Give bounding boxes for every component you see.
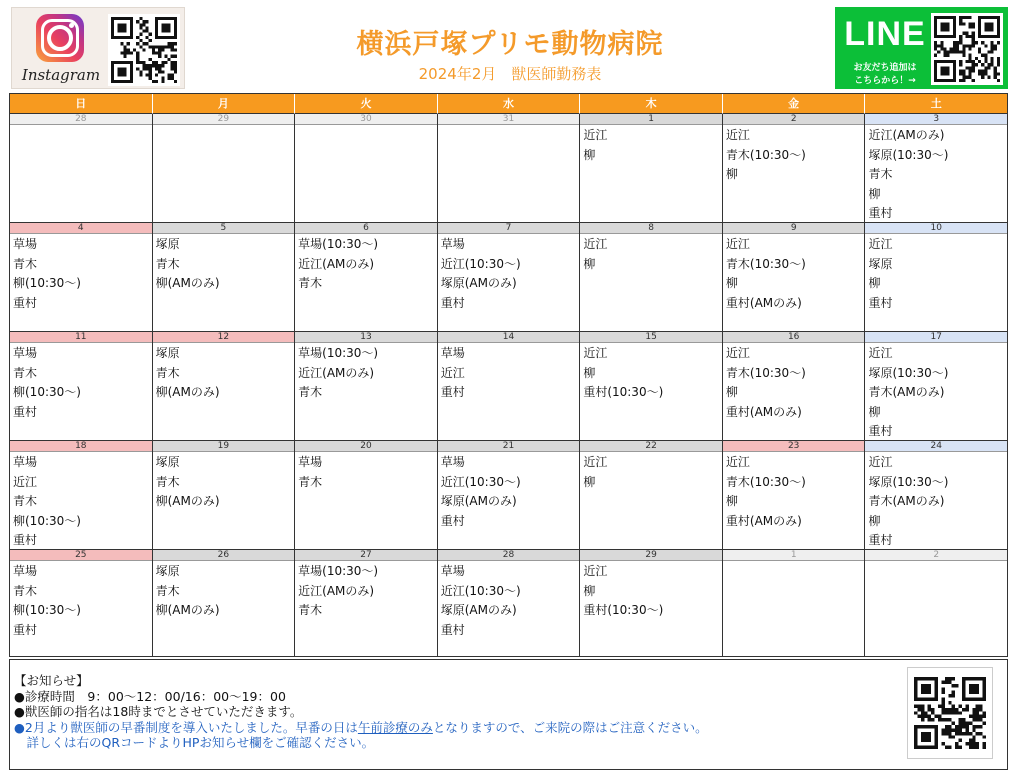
- staff-entry: 草場: [13, 346, 38, 360]
- staff-entry: 塚原(10:30～): [868, 474, 949, 489]
- staff-list: [10, 234, 152, 313]
- day-number: 25: [10, 550, 152, 561]
- staff-entry: 近江(10:30～): [440, 256, 521, 271]
- staff-entry: 重村: [13, 295, 38, 310]
- staff-entry: 青木: [155, 583, 180, 598]
- calendar-day-cell: [580, 332, 723, 441]
- staff-list: [865, 234, 1007, 313]
- day-number: 7: [438, 223, 580, 234]
- staff-list: [723, 343, 865, 422]
- day-number: 12: [153, 332, 295, 343]
- staff-entry: 青木(AMのみ): [868, 385, 945, 399]
- staff-entry: 青木: [298, 474, 323, 489]
- instagram-icon: [36, 14, 84, 62]
- staff-entry: 塚原(10:30～): [868, 365, 949, 380]
- day-number: 14: [438, 332, 580, 343]
- calendar-day-cell: [10, 332, 153, 441]
- staff-entry: 近江: [868, 455, 893, 469]
- staff-list: [10, 343, 152, 422]
- day-number: 1: [723, 550, 865, 561]
- calendar-day-cell: [723, 441, 866, 550]
- staff-list: [865, 452, 1007, 551]
- staff-entry: 青木: [298, 385, 323, 399]
- staff-list: [153, 234, 295, 294]
- staff-entry: 近江: [868, 237, 893, 251]
- staff-entry: 近江(AMのみ): [298, 256, 375, 271]
- calendar-day-cell: [295, 332, 438, 441]
- day-number: 3: [865, 114, 1007, 125]
- staff-list: [580, 343, 722, 403]
- staff-list: [153, 561, 295, 621]
- staff-entry: 草場(10:30～): [298, 564, 379, 578]
- day-number: 11: [10, 332, 152, 343]
- staff-entry: 重村(AMのみ): [725, 513, 802, 528]
- staff-entry: 塚原(AMのみ): [440, 603, 517, 617]
- staff-entry: 近江: [583, 128, 608, 142]
- calendar-day-cell: [723, 223, 866, 332]
- day-number: 15: [580, 332, 722, 343]
- staff-entry: 塚原: [155, 455, 180, 469]
- staff-entry: 近江(AMのみ): [298, 583, 375, 598]
- staff-entry: 草場: [440, 346, 465, 360]
- notice-details: 詳しくは右のQRコードよりHPお知らせ欄をご確認ください。: [14, 735, 375, 750]
- staff-entry: 青木(10:30～): [725, 365, 806, 380]
- calendar-day-cell: [723, 332, 866, 441]
- staff-entry: 近江(AMのみ): [298, 365, 375, 380]
- staff-entry: 草場: [13, 455, 38, 469]
- calendar-day-cell: [580, 114, 723, 223]
- calendar-day-cell: [865, 441, 1008, 550]
- calendar-day-cell: [295, 441, 438, 550]
- staff-list: [865, 561, 1007, 562]
- staff-entry: 重村: [440, 622, 465, 637]
- day-number: 21: [438, 441, 580, 452]
- staff-entry: 青木: [298, 276, 323, 290]
- page-title: 横浜戸塚プリモ動物病院: [356, 29, 664, 60]
- line-logo-label: LINE: [844, 15, 926, 53]
- calendar-day-cell: [865, 114, 1008, 223]
- day-number: 6: [295, 223, 437, 234]
- staff-entry: 柳(AMのみ): [155, 494, 220, 508]
- weekday-header: 木: [580, 94, 723, 114]
- day-number: 18: [10, 441, 152, 452]
- day-number: 4: [10, 223, 152, 234]
- day-number: 5: [153, 223, 295, 234]
- calendar-week-row: [10, 441, 1008, 550]
- staff-list: [295, 343, 437, 403]
- staff-entry: 柳: [868, 513, 881, 528]
- staff-entry: 重村: [440, 385, 465, 399]
- day-number: 29: [153, 114, 295, 125]
- notice-text: [14, 673, 708, 751]
- staff-list: [10, 125, 152, 126]
- staff-list: [153, 343, 295, 403]
- staff-entry: 柳: [868, 186, 881, 201]
- calendar-day-cell: [10, 441, 153, 550]
- instagram-label: Instagram: [21, 66, 101, 84]
- notice-early-pre: ●2月より獣医師の早番制度を導入いたしました。早番の日は: [14, 719, 358, 735]
- calendar-week-row: [10, 223, 1008, 332]
- staff-entry: 塚原(AMのみ): [440, 494, 517, 508]
- staff-entry: 重村: [13, 622, 38, 637]
- staff-entry: 塚原(AMのみ): [440, 276, 517, 290]
- schedule-calendar: [9, 93, 1008, 657]
- calendar-day-cell: [438, 441, 581, 550]
- staff-entry: 近江: [440, 365, 465, 380]
- staff-entry: 柳: [583, 583, 596, 598]
- page-subtitle: 2024年2月 獣医師勤務表: [418, 65, 602, 83]
- calendar-day-cell: [438, 332, 581, 441]
- staff-list: [723, 561, 865, 562]
- staff-list: [438, 343, 580, 403]
- staff-list: [865, 343, 1007, 442]
- weekday-header: 土: [865, 94, 1008, 114]
- day-number: 2: [865, 550, 1007, 561]
- staff-entry: 柳(10:30～): [13, 513, 81, 528]
- weekday-header-row: [10, 94, 1008, 114]
- weekday-header: 日: [10, 94, 153, 114]
- staff-entry: 草場: [440, 564, 465, 578]
- staff-entry: 柳: [583, 474, 596, 489]
- staff-list: [438, 452, 580, 531]
- staff-entry: 柳: [583, 147, 596, 162]
- staff-entry: 近江: [583, 346, 608, 360]
- staff-entry: 草場: [13, 237, 38, 251]
- instagram-qr-code-icon[interactable]: [108, 14, 180, 86]
- staff-entry: 重村: [868, 424, 893, 438]
- staff-entry: 柳: [583, 256, 596, 271]
- staff-entry: 柳: [725, 494, 738, 508]
- day-number: 27: [295, 550, 437, 561]
- staff-entry: 柳(AMのみ): [155, 385, 220, 399]
- day-number: 23: [723, 441, 865, 452]
- staff-entry: 重村(AMのみ): [725, 295, 802, 310]
- staff-entry: 重村: [868, 206, 893, 220]
- calendar-weeks: [10, 114, 1008, 657]
- staff-entry: 草場(10:30～): [298, 346, 379, 360]
- staff-entry: 柳: [583, 365, 596, 380]
- calendar-day-cell: [10, 223, 153, 332]
- day-number: 16: [723, 332, 865, 343]
- calendar-day-cell: [153, 114, 296, 223]
- day-number: 24: [865, 441, 1007, 452]
- line-note: こちらから！→: [854, 76, 916, 86]
- staff-entry: 近江: [583, 564, 608, 578]
- staff-entry: 青木: [13, 583, 38, 598]
- day-number: 17: [865, 332, 1007, 343]
- staff-entry: 柳: [868, 276, 881, 290]
- day-number: 29: [580, 550, 722, 561]
- staff-entry: 重村(10:30～): [583, 603, 664, 617]
- calendar-day-cell: [153, 441, 296, 550]
- calendar-day-cell: [153, 223, 296, 332]
- day-number: 10: [865, 223, 1007, 234]
- staff-entry: 青木: [13, 494, 38, 508]
- staff-entry: 青木: [155, 474, 180, 489]
- staff-list: [580, 125, 722, 165]
- staff-list: [153, 452, 295, 512]
- calendar-day-cell: [295, 223, 438, 332]
- calendar-day-cell: [295, 550, 438, 657]
- staff-entry: 柳: [725, 167, 738, 181]
- weekday-header: 月: [153, 94, 296, 114]
- staff-entry: 近江: [13, 474, 38, 489]
- staff-entry: 青木: [155, 365, 180, 380]
- notice-early-underline: 午前診療のみ: [357, 719, 433, 735]
- calendar-day-cell: [10, 550, 153, 657]
- calendar-day-cell: [580, 223, 723, 332]
- staff-entry: 草場(10:30～): [298, 237, 379, 251]
- staff-list: [438, 125, 580, 126]
- staff-list: [295, 452, 437, 492]
- staff-entry: 青木(AMのみ): [868, 494, 945, 508]
- calendar-day-cell: [865, 223, 1008, 332]
- day-number: 2: [723, 114, 865, 125]
- notice-heading: 【お知らせ】: [14, 673, 89, 688]
- staff-entry: 近江: [583, 455, 608, 469]
- homepage-qr-code-icon[interactable]: [907, 667, 993, 759]
- staff-list: [153, 125, 295, 126]
- staff-list: [723, 234, 865, 313]
- notice-panel: [9, 659, 1008, 770]
- weekday-header: 水: [438, 94, 581, 114]
- staff-entry: 塚原: [155, 564, 180, 578]
- staff-entry: 柳(AMのみ): [155, 276, 220, 290]
- staff-entry: 重村: [868, 533, 893, 547]
- staff-entry: 柳(10:30～): [13, 276, 81, 290]
- staff-entry: 塚原: [155, 237, 180, 251]
- weekday-header: 金: [723, 94, 866, 114]
- staff-entry: 重村: [13, 404, 38, 419]
- staff-list: [438, 561, 580, 640]
- staff-list: [295, 561, 437, 621]
- line-note: お友だち追加は: [853, 63, 917, 73]
- instagram-block[interactable]: [11, 7, 185, 89]
- staff-entry: 草場: [440, 455, 465, 469]
- staff-entry: 柳(10:30～): [13, 603, 81, 617]
- calendar-day-cell: [865, 550, 1008, 657]
- staff-entry: 青木: [155, 256, 180, 271]
- calendar-day-cell: [723, 114, 866, 223]
- calendar-day-cell: [438, 114, 581, 223]
- calendar-week-row: [10, 550, 1008, 657]
- staff-entry: 重村: [13, 533, 38, 547]
- day-number: 28: [438, 550, 580, 561]
- calendar-day-cell: [865, 332, 1008, 441]
- day-number: 13: [295, 332, 437, 343]
- staff-entry: 近江: [725, 128, 750, 142]
- staff-entry: 塚原: [155, 346, 180, 360]
- day-number: 31: [438, 114, 580, 125]
- staff-entry: 柳: [725, 385, 738, 399]
- staff-entry: 近江: [725, 455, 750, 469]
- staff-entry: 近江: [583, 237, 608, 251]
- staff-entry: 青木: [13, 256, 38, 271]
- staff-entry: 重村: [440, 295, 465, 310]
- day-number: 22: [580, 441, 722, 452]
- day-number: 8: [580, 223, 722, 234]
- staff-entry: 塚原(10:30～): [868, 147, 949, 162]
- staff-list: [438, 234, 580, 313]
- staff-list: [580, 561, 722, 621]
- staff-entry: 近江(AMのみ): [868, 128, 945, 142]
- staff-list: [295, 125, 437, 126]
- day-number: 26: [153, 550, 295, 561]
- day-number: 19: [153, 441, 295, 452]
- staff-entry: 草場: [13, 564, 38, 578]
- calendar-week-row: [10, 114, 1008, 223]
- staff-entry: 重村: [868, 295, 893, 310]
- staff-entry: 重村: [440, 513, 465, 528]
- staff-entry: 草場: [298, 455, 323, 469]
- staff-list: [580, 452, 722, 492]
- notice-early-post: となりますので、ご来院の際はご注意ください。: [432, 719, 708, 735]
- calendar-day-cell: [153, 550, 296, 657]
- instagram-logo[interactable]: [18, 12, 104, 86]
- staff-list: [865, 125, 1007, 224]
- staff-list: [723, 452, 865, 531]
- staff-list: [723, 125, 865, 185]
- day-number: 28: [10, 114, 152, 125]
- line-block[interactable]: [835, 7, 1008, 89]
- staff-list: [580, 234, 722, 274]
- staff-entry: 近江(10:30～): [440, 474, 521, 489]
- staff-entry: 柳(AMのみ): [155, 603, 220, 617]
- staff-entry: 重村(AMのみ): [725, 404, 802, 419]
- staff-entry: 青木(10:30～): [725, 474, 806, 489]
- staff-list: [10, 561, 152, 640]
- staff-entry: 青木(10:30～): [725, 147, 806, 162]
- calendar-day-cell: [580, 441, 723, 550]
- calendar-week-row: [10, 332, 1008, 441]
- calendar-day-cell: [438, 223, 581, 332]
- staff-entry: 青木: [13, 365, 38, 380]
- calendar-day-cell: [10, 114, 153, 223]
- page-header: [0, 0, 1016, 92]
- staff-entry: 柳: [725, 276, 738, 290]
- staff-list: [295, 234, 437, 294]
- staff-entry: 塚原: [868, 256, 893, 271]
- calendar-day-cell: [153, 332, 296, 441]
- staff-entry: 青木: [868, 167, 893, 181]
- notice-nomination: ●獣医師の指名は18時までとさせていただきます。: [14, 704, 303, 719]
- staff-entry: 青木: [298, 603, 323, 617]
- staff-entry: 近江: [725, 237, 750, 251]
- calendar-day-cell: [580, 550, 723, 657]
- staff-entry: 柳(10:30～): [13, 385, 81, 399]
- staff-entry: 草場: [440, 237, 465, 251]
- day-number: 1: [580, 114, 722, 125]
- staff-entry: 柳: [868, 404, 881, 419]
- staff-entry: 近江(10:30～): [440, 583, 521, 598]
- staff-list: [10, 452, 152, 551]
- day-number: 20: [295, 441, 437, 452]
- staff-entry: 青木(10:30～): [725, 256, 806, 271]
- line-qr-code-icon[interactable]: [931, 13, 1003, 85]
- day-number: 30: [295, 114, 437, 125]
- notice-hours: ●診療時間 9：00～12：00/16：00～19：00: [14, 688, 286, 704]
- staff-entry: 近江: [725, 346, 750, 360]
- day-number: 9: [723, 223, 865, 234]
- calendar-day-cell: [723, 550, 866, 657]
- staff-entry: 重村(10:30～): [583, 385, 664, 399]
- notice-early-shift: [14, 720, 708, 736]
- calendar-day-cell: [295, 114, 438, 223]
- calendar-day-cell: [438, 550, 581, 657]
- weekday-header: 火: [295, 94, 438, 114]
- staff-entry: 近江: [868, 346, 893, 360]
